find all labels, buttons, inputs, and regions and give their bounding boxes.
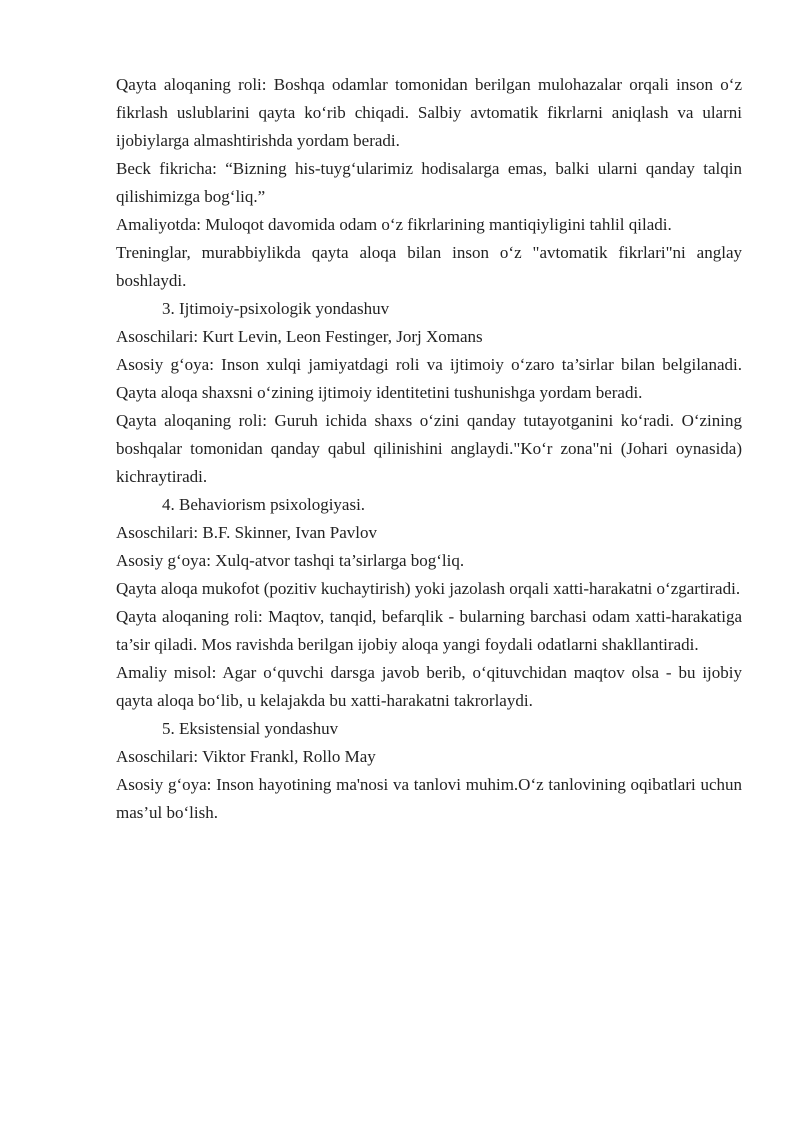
paragraph-reward-punishment: Qayta aloqa mukofot (pozitiv kuchaytirish) yoki jazolash orqali xatti-harakatni o‘zgartiradi. [116,579,741,598]
document-page [116,71,742,827]
paragraph-main-idea-existential: Asosiy g‘oya: Inson hayotining ma'nosi va tanlovi muhim.O‘z tanlovining oqibatlari uchun mas’ul bo‘lish. [116,775,742,822]
paragraph-trainings: Treninglar, murabbiylikda qayta aloqa bilan inson o‘z "avtomatik fikrlari"ni anglay boshlaydi. [116,243,742,290]
section-heading-existential: 5. Eksistensial yondashuv [162,719,339,738]
paragraph-main-idea-social: Asosiy g‘oya: Inson xulqi jamiyatdagi roli va ijtimoiy o‘zaro ta’sirlar bilan belgilanadi. Qayta aloqa shaxsni o‘zining ijtimoiy identitetini tushunishga yordam beradi. [116,355,742,402]
paragraph-practice: Amaliyotda: Muloqot davomida odam o‘z fikrlarining mantiqiyligini tahlil qiladi. [116,215,672,234]
paragraph-feedback-role-social: Qayta aloqaning roli: Guruh ichida shaxs o‘zini qanday tutayotganini ko‘radi. O‘zining boshqalar tomonidan qanday qabul qilinishini anglaydi."Ko‘r zona"ni (Johari oynasida) kichraytiradi. [116,411,742,486]
paragraph-feedback-role-behaviorism: Qayta aloqaning roli: Maqtov, tanqid, befarqlik - bularning barchasi odam xatti-harakatiga ta’sir qiladi. Mos ravishda berilgan ijobiy aloqa yangi foydali odatlarni shakllantiradi. [116,607,742,654]
paragraph-main-idea-behaviorism: Asosiy g‘oya: Xulq-atvor tashqi ta’sirlarga bog‘liq. [116,551,465,570]
paragraph-founders-existential: Asoschilari: Viktor Frankl, Rollo May [116,747,376,766]
paragraph-founders-behaviorism: Asoschilari: B.F. Skinner, Ivan Pavlov [116,523,377,542]
paragraph-practical-example: Amaliy misol: Agar o‘quvchi darsga javob berib, o‘qituvchidan maqtov olsa - bu ijobiy qayta aloqa bo‘lib, u kelajakda bu xatti-harakatni takrorlaydi. [116,663,742,710]
paragraph-founders-social: Asoschilari: Kurt Levin, Leon Festinger, Jorj Xomans [116,327,483,346]
section-heading-behaviorism: 4. Behaviorism psixologiyasi. [162,495,366,514]
paragraph-feedback-role-cognitive: Qayta aloqaning roli: Boshqa odamlar tomonidan berilgan mulohazalar orqali inson o‘z fikrlash uslublarini qayta ko‘rib chiqadi. Salbiy avtomatik fikrlarni aniqlash va ularni ijobiylarga almashtirishda yordam beradi. [116,75,742,150]
paragraph-beck-quote: Beck fikricha: “Bizning his-tuyg‘ularimiz hodisalarga emas, balki ularni qanday talqin qilishimizga bog‘liq.” [116,159,742,206]
section-heading-social-psychological: 3. Ijtimoiy-psixologik yondashuv [162,299,390,318]
